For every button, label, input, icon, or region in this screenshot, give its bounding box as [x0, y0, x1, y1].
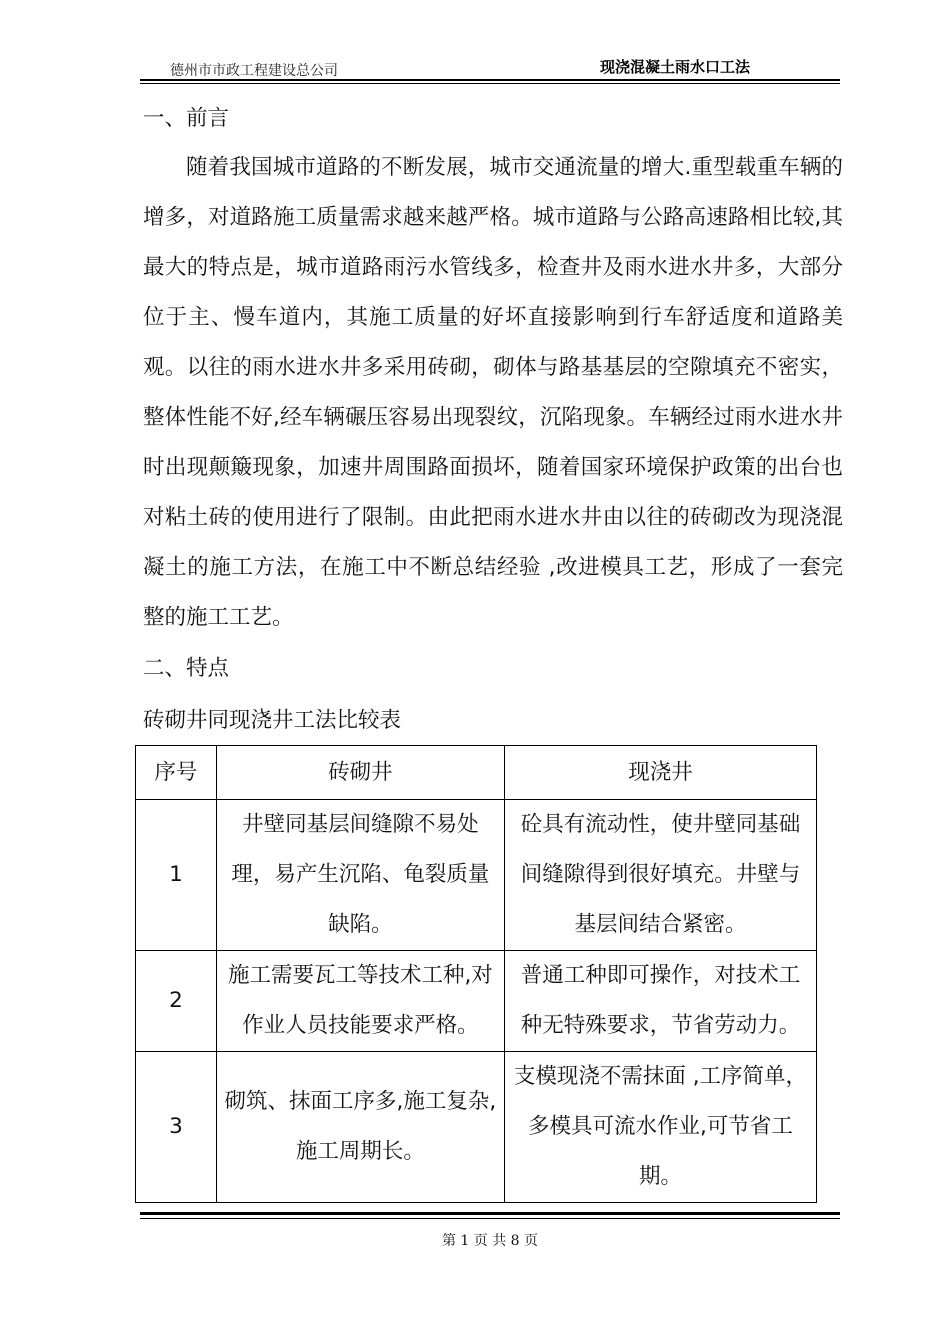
header-rule-thin [140, 83, 840, 84]
footer-rule [140, 1212, 840, 1215]
castinplace-cell: 砼具有流动性，使井壁同基础间缝隙得到很好填充。井壁与基层间结合紧密。 [504, 800, 816, 951]
footer-rule-thin [140, 1218, 840, 1219]
brick-cell: 砌筑、抹面工序多,施工复杂,施工周期长。 [216, 1052, 504, 1203]
page-number: 第 1 页 共 8 页 [441, 1233, 539, 1249]
header-cell-brick: 砖砌井 [216, 746, 504, 800]
header-cell-castinplace: 现浇井 [504, 746, 816, 800]
table-row [136, 800, 817, 951]
castinplace-cell: 支模现浇不需抹面 ,工序简单，多模具可流水作业,可节省工期。 [504, 1052, 816, 1203]
document-title: 现浇混凝土雨水口工法 [599, 58, 750, 76]
table-row [136, 951, 817, 1052]
row-number: 2 [136, 951, 217, 1052]
row-number: 3 [136, 1052, 217, 1203]
table-header-row [136, 746, 817, 800]
company-name: 德州市市政工程建设总公司 [170, 63, 338, 79]
section-heading-features: 二、特点 [143, 656, 230, 681]
header-cell-number: 序号 [136, 746, 217, 800]
castinplace-cell: 普通工种即可操作，对技术工种无特殊要求，节省劳动力。 [504, 951, 816, 1052]
table-row [136, 1052, 817, 1203]
preface-paragraph: 随着我国城市道路的不断发展，城市交通流量的增大.重型载重车辆的增多，对道路施工质量需求越来越严格。城市道路与公路高速路相比较,其最大的特点是，城市道路雨污水管线多，检查井及雨水进水井多，大部分位于主、慢车道内，其施工质量的好坏直接影响到行车舒适度和道路美观。以往的雨水进水井多采用砖砌，砌体与路基基层的空隙填充不密实，整体性能不好,经车辆碾压容易出现裂纹，沉陷现象。车辆经过雨水进水井时出现颠簸现象，加速井周围路面损坏，随着国家环境保护政策的出台也对粘土砖的使用进行了限制。由此把雨水进水井由以往的砖砌改为现浇混凝土的施工方法，在施工中不断总结经验 ,改进模具工艺，形成了一套完整的施工工艺。 [143, 155, 843, 630]
brick-cell: 井壁同基层间缝隙不易处理，易产生沉陷、龟裂质量缺陷。 [216, 800, 504, 951]
comparison-table [135, 745, 817, 1203]
document-body [143, 95, 843, 747]
table-caption: 砖砌井同现浇井工法比较表 [143, 708, 402, 733]
section-heading-preface: 一、前言 [143, 106, 230, 131]
header-rule [140, 79, 840, 81]
row-number: 1 [136, 800, 217, 951]
page-header [140, 52, 840, 82]
brick-cell: 施工需要瓦工等技术工种,对作业人员技能要求严格。 [216, 951, 504, 1052]
